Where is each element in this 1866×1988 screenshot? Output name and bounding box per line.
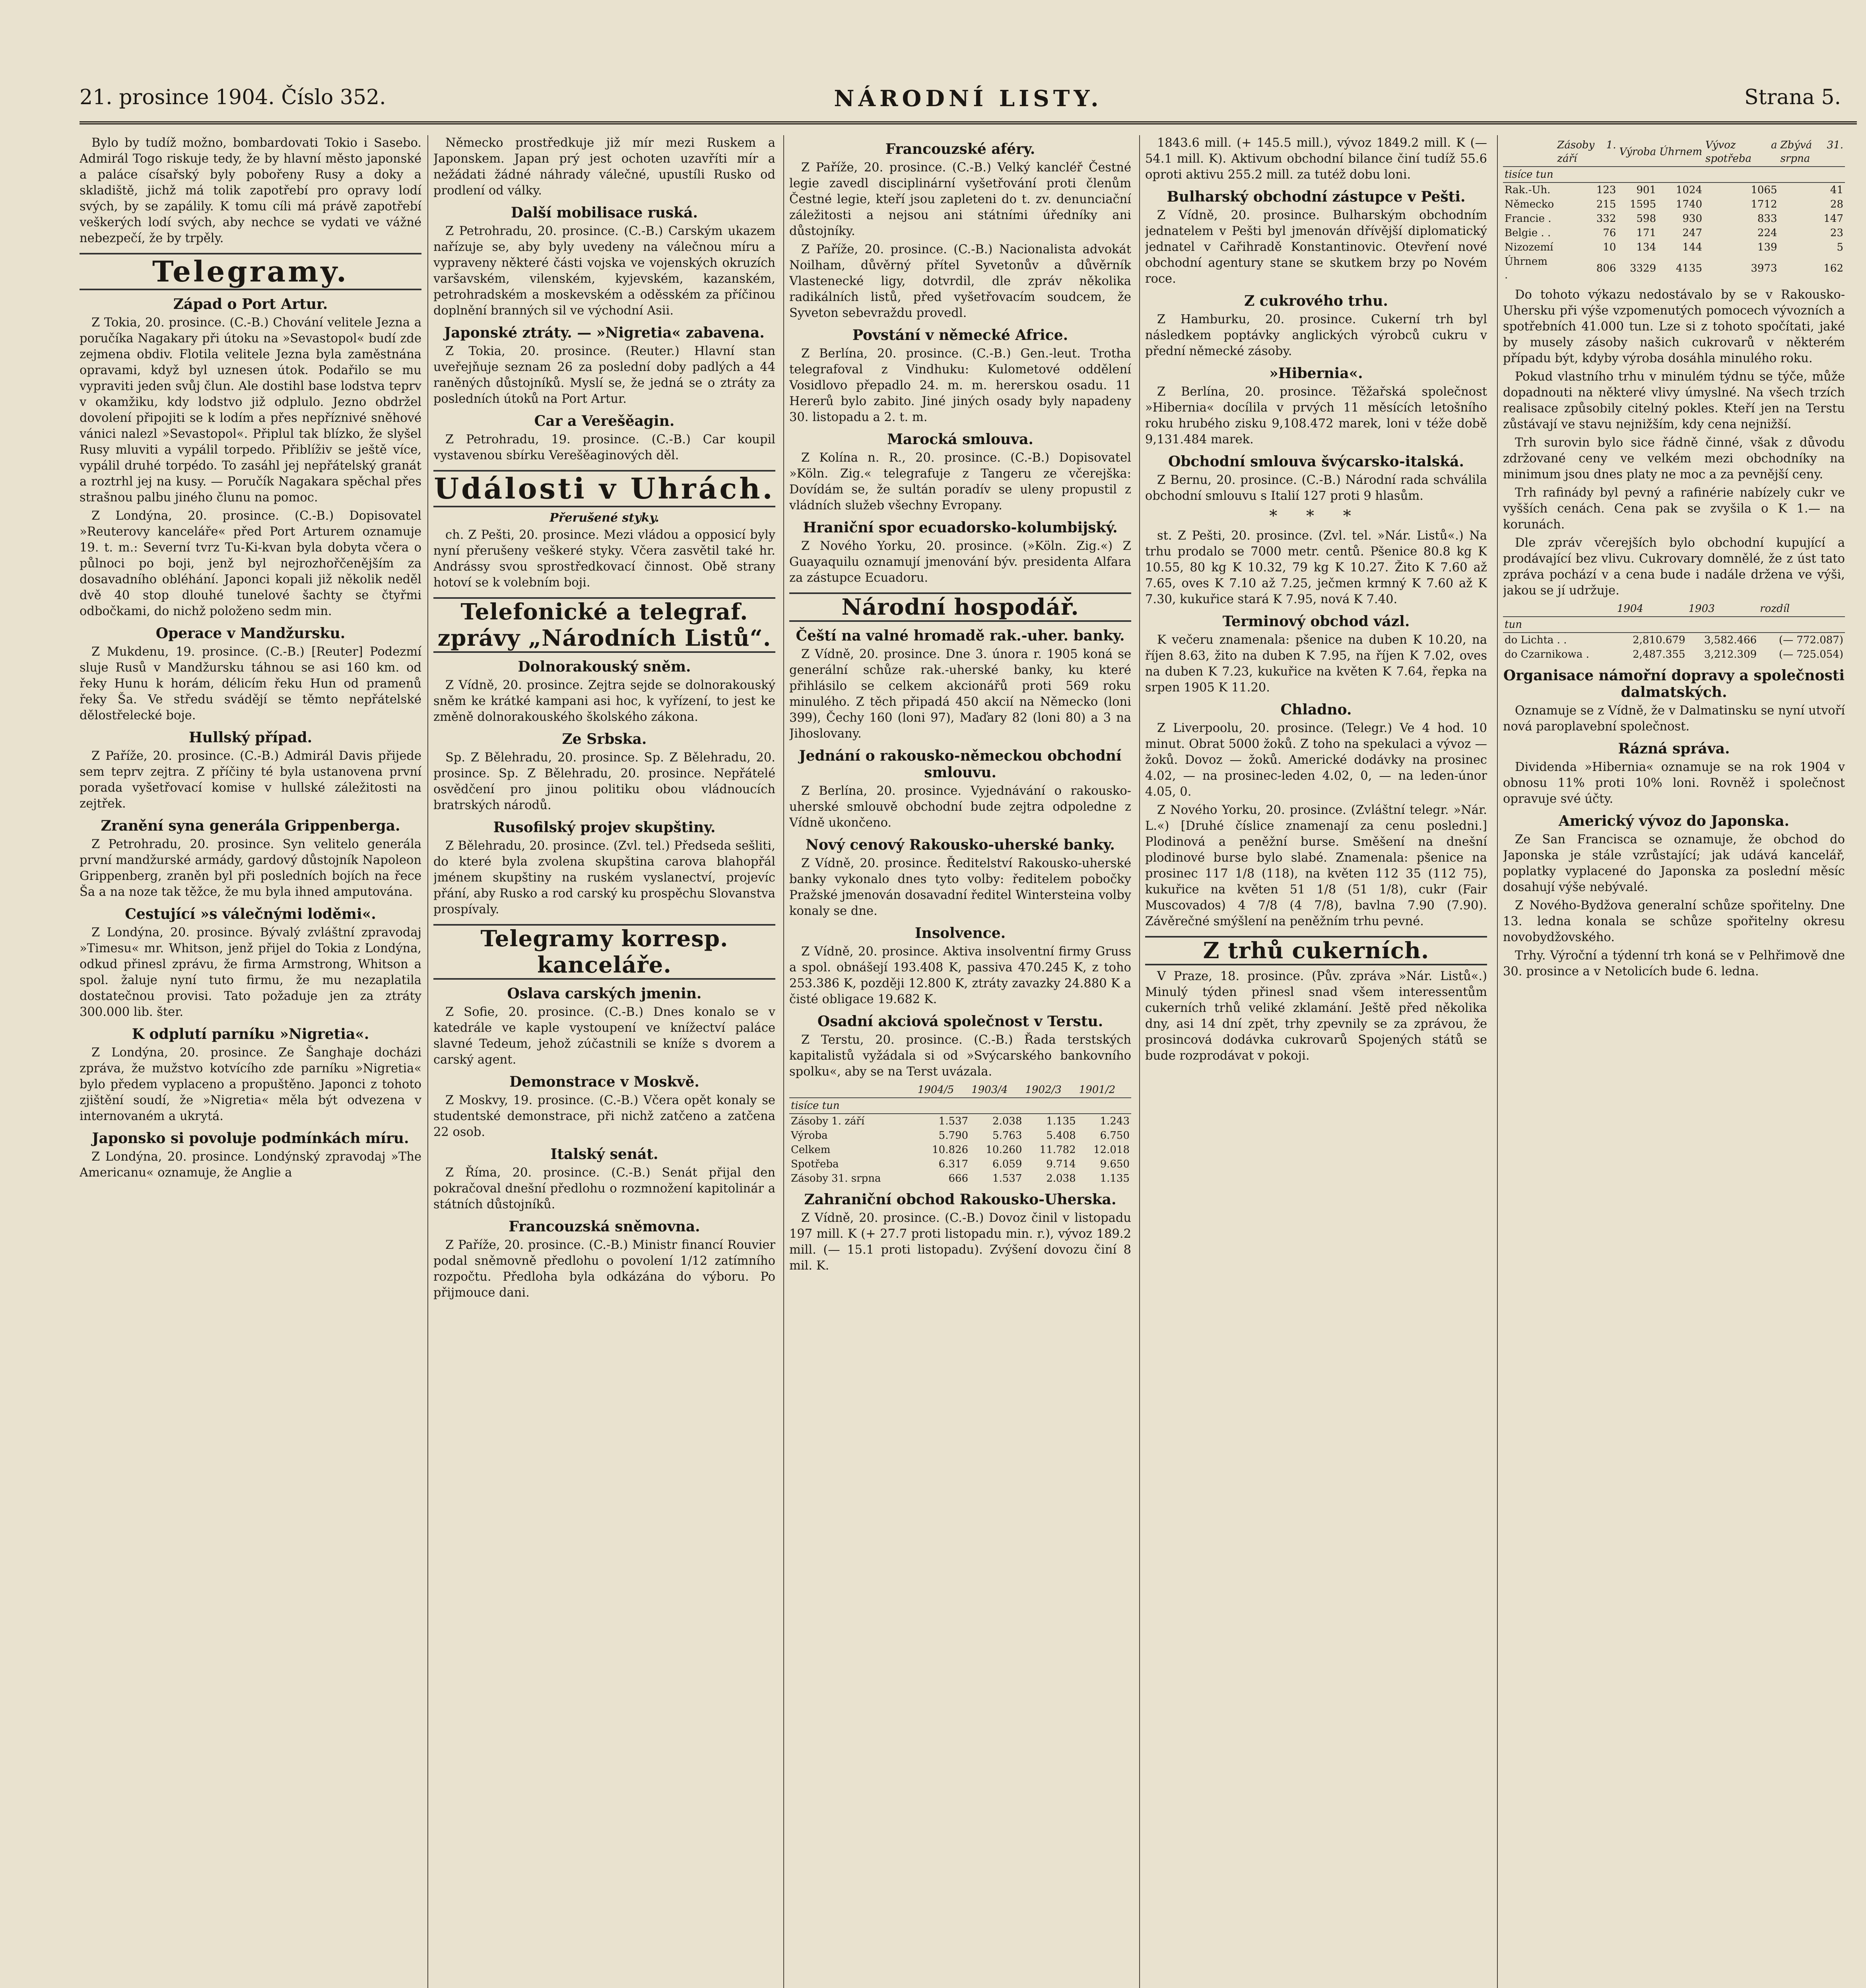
table-cell: 9.650 — [1100, 1158, 1130, 1170]
table-cell: (— 725.054) — [1779, 648, 1843, 660]
article-text: Z Paříže, 20. prosince. (C.-B.) Admirál Davis přijede sem teprv zejtra. Z příčiny té byla ustanovena první porada vyšetřovací komise v hullské záležitosti na zejtřek. — [80, 749, 421, 811]
article-text: Do tohoto výkazu nedostávalo by se v Rakousko-Uhersku při výše vzpomenutých pomocech vývozních a spotřebních 41.000 tun. Lze si z tohoto spočítati, jaké by musely zásoby našich cukrovarů v některém případu být, kdyby výroba dosáhla minulého roku. — [1503, 288, 1845, 365]
column-2 — [433, 135, 775, 1988]
article-text: Z Nového-Bydžova generalní schůze spořitelny. Dne 13. ledna konala se schůze spořitelny okresu novobydžovského. — [1503, 899, 1845, 944]
table-cell: do Czarnikowa . — [1505, 648, 1589, 660]
table-cell: 23 — [1830, 227, 1843, 239]
table-cell: 2,810.679 — [1633, 634, 1685, 646]
table-header: 1903/4 — [970, 1082, 1023, 1098]
table-cell: 10.260 — [986, 1144, 1022, 1156]
article-text: Německo prostředkuje již mír mezi Ruskem a Japonskem. Japan prý jest ochoten uzavříti mír a nežádati žádné náhrady válečné, upustíli Rusko od prodlení od války. — [433, 136, 775, 198]
article-text: Sp. Z Bělehradu, 20. prosince. Sp. Z Bělehradu, 20. prosince. Sp. Z Bělehradu, 20. prosince. Nepřátelé osvědčení pro jinou politiku obou vládnoucích bratrských národů. — [433, 751, 775, 812]
article-title: Rusofilský projev skupštiny. — [493, 819, 716, 836]
paper-title: NÁRODNÍ LISTY. — [834, 85, 1103, 112]
article-title: Zahraniční obchod Rakousko-Uherska. — [804, 1191, 1116, 1208]
table-cell: 930 — [1682, 213, 1702, 225]
table-cell: Celkem — [791, 1144, 831, 1156]
article-text: Z Vídně, 20. prosince. Zejtra sejde se dolnorakouský sněm ke krátké kampani asi hoc, k vyřízení, to jest ke změně dolnorakouského školského zákona. — [433, 678, 775, 724]
table-header: Výroba — [1617, 138, 1658, 167]
table-row — [789, 1157, 1131, 1171]
table-cell: Výroba — [791, 1130, 828, 1142]
article-title: Jednání o rakousko-německou obchodní smlouvu. — [799, 747, 1122, 781]
article-text: Z Liverpoolu, 20. prosince. (Telegr.) Ve 4 hod. 10 minut. Obrat 5000 žoků. Z toho na spekulaci a vývoz — žoků. Dovoz — žoků. Americké dodávky na prosinec 4.02, — na prosinec-leden 4.02, 0, — na leden-únor 4.05, 0. — [1145, 721, 1487, 799]
article-text: Z Berlína, 20. prosince. (C.-B.) Gen.-leut. Trotha telegrafoval z Vindhuku: Kulometové oddělení Vosidlovo přepadlo 24. m. m. hererskou osadu. 11 Hererů bylo zabito. Jiné jiných osady byly napadeny 30. listopadu a 2. t. m. — [789, 347, 1131, 424]
article-text: Dividenda »Hibernia« oznamuje se na rok 1904 v obnosu 11% proti 10% loni. Rovněž i společnost opravuje své účty. — [1503, 760, 1845, 806]
table-cell: 1740 — [1676, 198, 1702, 210]
article-text: Z Sofie, 20. prosince. (C.-B.) Dnes konalo se v katedrále ve kaple vystoupení ve knížectví paláce slavné Tedeum, jehož zúčastnili se kníže s dvorem a carský agent. — [433, 1005, 775, 1067]
table-cell: 6.317 — [938, 1158, 969, 1170]
table-header — [1503, 601, 1616, 617]
article-text: Z Mukdenu, 19. prosince. (C.-B.) [Reuter] Podezmí sluje Rusů v Mandžursku táhnou se asi 160 km. od řeky Hunu k horám, délicím řeku Hun od pramenů řeky Ša. Ve středu svádějí se těmto nepřátelské dělostřelecké boje. — [80, 645, 421, 722]
article-title: Japonské ztráty. — »Nigretia« zabavena. — [444, 324, 765, 341]
sugar-stock-table — [789, 1082, 1131, 1186]
column-rule — [783, 135, 784, 1988]
table-cell: 1.135 — [1100, 1173, 1130, 1184]
table-cell: 666 — [948, 1173, 969, 1184]
table-cell: Belgie . . — [1505, 227, 1551, 239]
article-title: »Hibernia«. — [1269, 365, 1363, 382]
article-text: Z Petrohradu, 19. prosince. (C.-B.) Car koupil vystavenou sbírku Verešěaginových děl. — [433, 433, 775, 462]
table-cell: 162 — [1823, 262, 1843, 274]
table-cell: Zásoby 31. srpna — [791, 1173, 881, 1184]
article-title: Západ o Port Artur. — [173, 296, 328, 313]
column-4 — [1145, 135, 1487, 1988]
table-row — [789, 1171, 1131, 1186]
sugar-country-table — [1503, 138, 1845, 282]
column-3 — [789, 135, 1131, 1988]
table-header: Zásoby 1. září — [1555, 138, 1617, 167]
issue-date: 21. prosince 1904. Číslo 352. — [80, 85, 386, 109]
article-text: Z Paříže, 20. prosince. (C.-B.) Ministr financí Rouvier podal sněmovně předlohu o povolení 1/12 zatímního rozpočtu. Předloha byla odkázána do výboru. Po přijmouce dani. — [433, 1238, 775, 1300]
article-text: Z Petrohradu, 20. prosince. (C.-B.) Carským ukazem nařízuje se, aby byly uvedeny na válečnou míru a vypraveny některé části vojska ve vojenských okruzích varšavském, vilenském, kyjevském, kazanském, petrohradském a moskevském a oděsském za příčinou doplnění branných sil ve východní Asii. — [433, 224, 775, 318]
table-cell: 6.059 — [992, 1158, 1022, 1170]
article-text: V Praze, 18. prosince. (Pův. zpráva »Nár. Listů«.) Minulý týden přinesl snad všem interessentům cukerních trhů veliké zklamání. Ještě před několika dny, asi 14 dní zpět, trhy zpevnily se za zprávou, že prosincová dodávka cukrovarů Spojených států se bude rozprodávat v pokoji. — [1145, 969, 1487, 1063]
article-text: Trhy. Výroční a týdenní trh koná se v Pelhřimově dne 30. prosince a v Netolicích bude 6. ledna. — [1503, 949, 1845, 978]
article-text: Z Nového Yorku, 20. prosince. (Zvláštní telegr. »Nár. L.«) [Druhé číslice znamenají za cenu posledni.] Plodinová a peněžní burse. Směšení na dnešní plodinové burse bylo slabé. Znamenala: pšenice na prosinec 117 1/8 (118), na květen 112 35 (112 75), kukuřice na květen 51 1/8 (51 1/8), cukr (Fair Muscovados) 4 7/8 (4 7/8), bavlna 7.90 (7.90). Závěrečné smýšlení na peněžním trhu pevné. — [1145, 803, 1487, 928]
table-cell: 833 — [1757, 213, 1777, 225]
section-title-telegramy-korresp: Telegramy korresp. kanceláře. — [433, 924, 775, 980]
page-number: Strana 5. — [1744, 85, 1841, 109]
table-cell: 901 — [1636, 184, 1656, 196]
table-cell: 1595 — [1629, 198, 1656, 210]
table-cell: Úhrnem . — [1505, 256, 1548, 281]
table-header: Vývoz a spotřeba — [1704, 138, 1779, 167]
table-cell: 134 — [1636, 241, 1656, 253]
table-cell: 12.018 — [1093, 1144, 1130, 1156]
table-header — [1503, 138, 1555, 167]
section-title-telegramy: Telegramy. — [80, 253, 421, 290]
article-text: Z Terstu, 20. prosince. (C.-B.) Řada terstských kapitalistů vyžádala si od »Svýcarského bankovního spolku«, aby se na Terst uvázala. — [789, 1033, 1131, 1079]
table-row — [1503, 633, 1845, 647]
table-header: 1902/3 — [1023, 1082, 1077, 1098]
section-ornament: * * * — [1269, 507, 1363, 525]
table-cell: 2.038 — [1046, 1173, 1076, 1184]
article-title: Japonsko si povoluje podmínkách míru. — [92, 1130, 409, 1147]
column-1 — [80, 135, 421, 1988]
table-cell: 144 — [1682, 241, 1702, 253]
table-cell: 1024 — [1676, 184, 1702, 196]
article-title: Dolnorakouský sněm. — [518, 658, 691, 675]
article-title: Z cukrového trhu. — [1244, 293, 1388, 309]
column-rule — [1139, 135, 1140, 1988]
table-row — [1503, 226, 1845, 240]
table-cell: 1065 — [1751, 184, 1777, 196]
table-row — [789, 1128, 1131, 1143]
table-cell: 11.782 — [1039, 1144, 1076, 1156]
article-text: Dle zpráv včerejších bylo obchodní kupující a prodávající bez vlivu. Cukrovary domnělé, že z úst tato zpráva pochází v a cena bude i nadále držena ve výši, jakou se jí udržuje. — [1503, 536, 1845, 598]
article-text: Bylo by tudíž možno, bombardovati Tokio i Sasebo. Admirál Togo riskuje tedy, že by hlavní město japonské a paláce císařský byly pobořeny Rusy a doky a skladiště, jichž má tolik zapotřebí pro opravy lodí svých, by se zapálily. K tomu cíli má právě zapotřebí veškerých lodí svých, aby nechce se vydati ve vážné nebezpečí, že by trpěly. — [80, 136, 421, 245]
article-title: Povstání v německé Africe. — [852, 327, 1068, 344]
table-row — [1503, 182, 1845, 197]
table-cell: 5.763 — [992, 1130, 1022, 1142]
article-title: Organisace námořní dopravy a společnosti dalmatských. — [1503, 667, 1845, 701]
article-text: Z Vídně, 20. prosince. Dne 3. února r. 1905 koná se generální schůze rak.-uherské banky, ku které přihlásilo se celkem akcionářů proti 569 roku minulého. Z těch připadá 450 akcií na Německo (loni 399), Čechy 160 (loni 97), Maďary 82 (loni 80) a 3 na Jihoslovany. — [789, 647, 1131, 741]
table-cell: 123 — [1596, 184, 1616, 196]
article-text: K večeru znamenala: pšenice na duben K 10.20, na říjen 8.63, žito na duben K 7.95, na říjen K 7.02, oves na duben K 7.23, kukuřice na květen K 7.64, řepka na srpen 1905 K 11.20. — [1145, 633, 1487, 695]
table-cell: 247 — [1682, 227, 1702, 239]
article-text: Z Londýna, 20. prosince. Londýnský zpravodaj »The Americanu« oznamuje, že Anglie a — [80, 1150, 421, 1180]
article-title: K odplutí parníku »Nigretia«. — [132, 1026, 369, 1043]
section-title-cukr: Z trhů cukerních. — [1145, 936, 1487, 965]
table-cell: 10.826 — [932, 1144, 969, 1156]
table-cell: 4135 — [1676, 262, 1702, 274]
article-title: Oslava carských jmenin. — [507, 985, 702, 1002]
column-rule — [1497, 135, 1498, 1988]
article-title: Francouzská sněmovna. — [509, 1218, 700, 1235]
table-cell: 147 — [1823, 213, 1843, 225]
table-cell: 1.537 — [992, 1173, 1022, 1184]
article-text: Z Londýna, 20. prosince. Ze Šanghaje docházi zpráva, že mužstvo kotvícího zde parníku »Nigretia« bylo předem vyplaceno a propuštěno. Japonci z tohoto zjištění soudí, že »Nigretia« měla být odvezena v internovaném a ukrytá. — [80, 1046, 421, 1123]
table-cell: 139 — [1757, 241, 1777, 253]
table-cell: 28 — [1830, 198, 1843, 210]
article-title: Hullský případ. — [188, 729, 313, 746]
article-text: ch. Z Pešti, 20. prosince. Mezi vládou a opposicí byly nyní přerušeny veškeré styky. Včera zasvětil také hr. Andrássy svou sprostředkovací činnost. Obě strany hotoví se k volebním boji. — [433, 528, 775, 590]
column-5 — [1503, 135, 1845, 1988]
table-cell: 224 — [1757, 227, 1777, 239]
article-text: Z Vídně, 20. prosince. Bulharským obchodním jednatelem v Pešti byl jmenován dřívější diplomatický jednatel v Cařihradě Konstantinovic. Otevření nové obchodní agentury stane se skutkem brzy po Novém roce. — [1145, 208, 1487, 286]
table-cell: 3329 — [1629, 262, 1656, 274]
article-text: Z Bělehradu, 20. prosince. (Zvl. tel.) Předseda sešliti, do které byla zvolena skupština carova blahopřál jménem skupštiny na ruském vyslanectví, projevíc přání, aby Rusko a rod carský ku prospěchu Slovanstva prospívaly. — [433, 839, 775, 916]
article-text: Z Vídně, 20. prosince. Ředitelství Rakousko-uherské banky vykonalo dnes tyto volby: ředitelem pobočky Pražské jmenován dosavadní ředitel Wintersteina volby konaly se dne. — [789, 856, 1131, 918]
article-text: Z Vídně, 20. prosince. (C.-B.) Dovoz činil v listopadu 197 mill. K (+ 27.7 proti listopadu min. r.), vývoz 189.2 mill. (— 15.1 proti listopadu). Zvýšení dovozu činí 8 mil. K. — [789, 1211, 1131, 1273]
table-cell: 5 — [1837, 241, 1843, 253]
article-title: Chladno. — [1280, 701, 1352, 718]
article-title: Zranění syna generála Grippenberga. — [101, 817, 400, 834]
article-title: Osadní akciová společnost v Terstu. — [817, 1013, 1103, 1030]
table-cell: 10 — [1603, 241, 1616, 253]
article-text: Z Berlína, 20. prosince. Těžařská společnost »Hibernia« docílila v prvých 11 měsících letošního roku hrubého zisku 9,108.472 marek, loni v téže době 9,131.484 marek. — [1145, 385, 1487, 447]
article-text: Z Paříže, 20. prosince. (C.-B.) Nacionalista advokát Noilham, důvěrný přítel Syvetonův a důvěrník Vlastenecké ligy, dotvrdil, dle zpráv několika radikálních listů, před vyšetřovacím soudcem, že Syveton sebevraždu provedl. — [789, 243, 1131, 320]
article-title: Čeští na valné hromadě rak.-uher. banky. — [796, 627, 1125, 644]
table-cell: Zásoby 1. září — [791, 1115, 865, 1127]
table-header: rozdíl — [1758, 601, 1845, 617]
article-title: Nový cenový Rakousko-uherské banky. — [806, 837, 1115, 853]
table-header: 1904 — [1616, 601, 1687, 617]
table-row — [1503, 647, 1845, 662]
article-title: Obchodní smlouva švýcarsko-italská. — [1168, 453, 1464, 470]
table-cell: Spotřeba — [791, 1158, 839, 1170]
table-header: 1903 — [1687, 601, 1758, 617]
article-text: Z Paříže, 20. prosince. (C.-B.) Velký kancléř Čestné legie zavedl disciplinární vyšetřování proti členům Čestné legie, kteří jsou zapleteni do t. zv. denunciační záležitosti a nejsou ani státními úředníky ani důstojníky. — [789, 161, 1131, 238]
table-row — [1503, 197, 1845, 212]
section-title-hospodar: Národní hospodář. — [789, 592, 1131, 622]
table-cell: 76 — [1603, 227, 1616, 239]
article-text: Z Petrohradu, 20. prosince. Syn velitelo generála první mandžurské armády, gardový důstojník Napoleon Grippenberg, zraněn byl při posledních bojích na řece Ša a na noze tak těžce, že mu byla ihned amputována. — [80, 837, 421, 899]
table-cell: 1.135 — [1046, 1115, 1076, 1127]
table-cell: 6.750 — [1100, 1130, 1130, 1142]
article-title: Hraniční spor ecuadorsko-kolumbijský. — [803, 519, 1118, 536]
article-text: Z Tokia, 20. prosince. (Reuter.) Hlavní stan uveřejňuje seznam 26 za poslední doby padlých a 44 raněných důstojníků. Myslí se, že jedná se o ztráty za posledních útoků na Port Artur. — [433, 344, 775, 406]
table-cell: 1712 — [1751, 198, 1777, 210]
section-title-udalosti: Události v Uhrách. — [433, 470, 775, 507]
article-title: Italský senát. — [550, 1146, 658, 1163]
table-header: 1904/5 — [916, 1082, 970, 1098]
article-text: Z Hamburku, 20. prosince. Cukerní trh byl následkem poptávky anglických výrobců cukru v přední německé zásoby. — [1145, 313, 1487, 358]
table-cell: 598 — [1636, 213, 1656, 225]
table-cell: 332 — [1596, 213, 1616, 225]
table-cell: 1.243 — [1100, 1115, 1130, 1127]
article-text: Z Kolína n. R., 20. prosince. (C.-B.) Dopisovatel »Köln. Zig.« telegrafuje z Tangeru ze včerejška: Dovídám se, že sultán poradív se uleny propustil z vládních služeb všechny Evropany. — [789, 451, 1131, 513]
table-total-row — [1503, 254, 1845, 282]
table-caption: tun — [1503, 617, 1845, 633]
article-text: Z Tokia, 20. prosince. (C.-B.) Chování velitele Jezna a poručíka Nagakary při útoku na »Sevastopol« budí zde zejmena obdiv. Flotila velitele Jezna byla zaměstnána opravami, když byl uznesen útok. Podařilo se mu vypraviti jeden svůj člun. Ale dostihl base lodstva teprv v okamžiku, kdy lodstvo již odplulo. Jezno obdržel dovolení připojiti se k lodím a přes nepříznivé sněhové vánici nalezl »Sevastopol«. Připlul tak blízko, že slyšel Rusy mluviti a vypálil torpedo. Přiblíživ se ještě více, vypálil druhé torpédo. To zasáhl jej nepřátelský granát a roztrhl jej na kusy. — Poručík Nagakara spěchal přes strašnou palbu jiného člunu na pomoc. — [80, 316, 421, 505]
article-text: Pokud vlastního trhu v minulém týdnu se týče, může dopadnouti na některé vlivy úmyslné. Na všech trzích realisace způsobily citelný pokles. Kteří jen na Terstu zůstávají ve stavu nejnižším, kdy cena nejnižší. — [1503, 370, 1845, 431]
table-cell: 215 — [1596, 198, 1616, 210]
article-title: Marocká smlouva. — [887, 431, 1033, 448]
article-title: Francouzské aféry. — [885, 141, 1035, 157]
article-text: Trh surovin bylo sice řádně činné, však z důvodu zdržované ceny ve velkém mezi obchodníky na minimum jsou dnes platy ne moc a za pevnější ceny. — [1503, 436, 1845, 481]
table-header — [789, 1082, 916, 1098]
table-caption: tisíce tun — [1503, 167, 1845, 182]
table-cell: 3,582.466 — [1704, 634, 1757, 646]
table-cell: (— 772.087) — [1779, 634, 1843, 646]
article-text: Oznamuje se z Vídně, že v Dalmatinsku se nyní utvoří nová paroplavební společnost. — [1503, 704, 1845, 734]
article-title: Demonstrace v Moskvě. — [509, 1074, 699, 1090]
table-cell: 2.038 — [992, 1115, 1022, 1127]
table-cell: Nizozemí — [1505, 241, 1553, 253]
article-title: Bulharský obchodní zástupce v Pešti. — [1167, 188, 1466, 205]
table-cell: 5.408 — [1046, 1130, 1076, 1142]
sugar-estimate-table — [1503, 601, 1845, 662]
article-title: Přerušené styky. — [550, 511, 659, 525]
table-cell: Rak.-Uh. — [1505, 184, 1551, 196]
table-cell: Německo — [1505, 198, 1554, 210]
table-cell: Francie . — [1505, 213, 1551, 225]
article-title: Ze Srbska. — [562, 731, 647, 747]
article-title: Rázná správa. — [1618, 740, 1730, 757]
article-title: Další mobilisace ruská. — [511, 204, 698, 221]
table-cell: 806 — [1596, 262, 1616, 274]
article-text: Z Nového Yorku, 20. prosince. (»Köln. Zig.«) Z Guayaquilu oznamují jmenování býv. presidenta Alfara za zástupce Ecuadoru. — [789, 539, 1131, 585]
article-text: st. Z Pešti, 20. prosince. (Zvl. tel. »Nár. Listů«.) Na trhu prodalo se 7000 metr. centů. Pšenice 80.8 kg K 10.55, 80 kg K 10.32, 79 kg K 10.27. Žito K 7.60 až 7.65, oves K 7.10 až 7.25, ječmen krmný K 7.60 až K 7.30, kukuřice stará K 7.95, nová K 7.40. — [1145, 529, 1487, 606]
table-cell: 1.537 — [938, 1115, 969, 1127]
article-title: Car a Verešěagin. — [534, 413, 675, 429]
table-row — [789, 1143, 1131, 1157]
article-title: Terminový obchod vázl. — [1222, 613, 1410, 630]
article-text: Z Bernu, 20. prosince. (C.-B.) Národní rada schválila obchodní smlouvu s Italií 127 proti 9 hlasům. — [1145, 473, 1487, 503]
table-header: Úhrnem — [1658, 138, 1704, 167]
table-cell: 171 — [1636, 227, 1656, 239]
article-title: Cestující »s válečnými loděmi«. — [125, 906, 376, 922]
table-row — [1503, 212, 1845, 226]
article-text: Z Říma, 20. prosince. (C.-B.) Senát přijal den pokračoval dnešní předlohu o rozmnožení kapitolinár a státních důstojníků. — [433, 1166, 775, 1211]
table-cell: 5.790 — [938, 1130, 969, 1142]
article-text: 1843.6 mill. (+ 145.5 mill.), vývoz 1849.2 mill. K (— 54.1 mill. K). Aktivum obchodní bilance činí tudíž 55.6 oproti aktivu 255.2 mill. za tutéž dobu loni. — [1145, 136, 1487, 182]
table-cell: 41 — [1830, 184, 1843, 196]
section-title-telefon: Telefonické a telegraf. zprávy „Národních Listů“. — [433, 597, 775, 653]
article-text: Z Londýna, 20. prosince. Bývalý zvláštní zpravodaj »Timesu« mr. Whitson, jenž přijel do Tokia z Londýna, odkud přinesl zprávu, že firma Armstrong, Whitson a spol. žaluje nyní tuto firmu, že mu nezaplatila dostatečnou provisi. Tato požaduje jen za ztráty 300.000 lib. šter. — [80, 926, 421, 1019]
table-caption: tisíce tun — [789, 1098, 1131, 1114]
table-row — [789, 1114, 1131, 1128]
table-cell: 3973 — [1751, 262, 1777, 274]
article-title: Operace v Mandžursku. — [155, 625, 346, 642]
table-cell: 3,212.309 — [1704, 648, 1757, 660]
table-header: 1901/2 — [1078, 1082, 1131, 1098]
masthead — [80, 85, 1857, 124]
article-text: Z Moskvy, 19. prosince. (C.-B.) Včera opět konaly se studentské demonstrace, při nichž zatčeno a zatčena 22 osob. — [433, 1093, 775, 1139]
article-text: Trh rafinády byl pevný a rafinérie nabízely cukr ve vyšších cenách. Cena pak se zvyšila o K 1.— na korunách. — [1503, 486, 1845, 532]
article-text: Ze San Francisca se oznamuje, že obchod do Japonska je stále vzrůstající; jak udává kancelář, poplatky vyplacené do Japonska za poslední měsíc dosahují výše nebývalé. — [1503, 833, 1845, 894]
table-cell: do Lichta . . — [1505, 634, 1567, 646]
table-row — [1503, 240, 1845, 254]
column-rule — [427, 135, 428, 1988]
table-cell: 2,487.355 — [1633, 648, 1685, 660]
article-text: Z Vídně, 20. prosince. Aktiva insolventní firmy Gruss a spol. obnášejí 193.408 K, passiva 470.245 K, z toho 253.386 K, později 12.800 K, ztráty zavazky 24.880 K a čisté obligace 19.682 K. — [789, 945, 1131, 1006]
table-header: Zbývá 31. srpna — [1779, 138, 1845, 167]
article-title: Insolvence. — [915, 925, 1006, 942]
article-text: Z Londýna, 20. prosince. (C.-B.) Dopisovatel »Reuterovy kanceláře« před Port Arturem oznamuje 19. t. m.: Severní tvrz Tu-Ki-kvan byla dobyta včera o půlnoci po boji, jenž byl nejrozhořčenějším za dosavadního obléhání. Japonci kopali již několik neděl dvě 40 stop dlouhé tunelové šachty se čtyřmi odbočkami, do nichž položeno sedm min. — [80, 509, 421, 618]
article-title: Americký vývoz do Japonska. — [1558, 813, 1790, 829]
article-text: Z Berlína, 20. prosince. Vyjednávání o rakousko-uherské smlouvě obchodní bude zejtra odpoledne z Vídně ukončeno. — [789, 784, 1131, 830]
table-cell: 9.714 — [1046, 1158, 1076, 1170]
